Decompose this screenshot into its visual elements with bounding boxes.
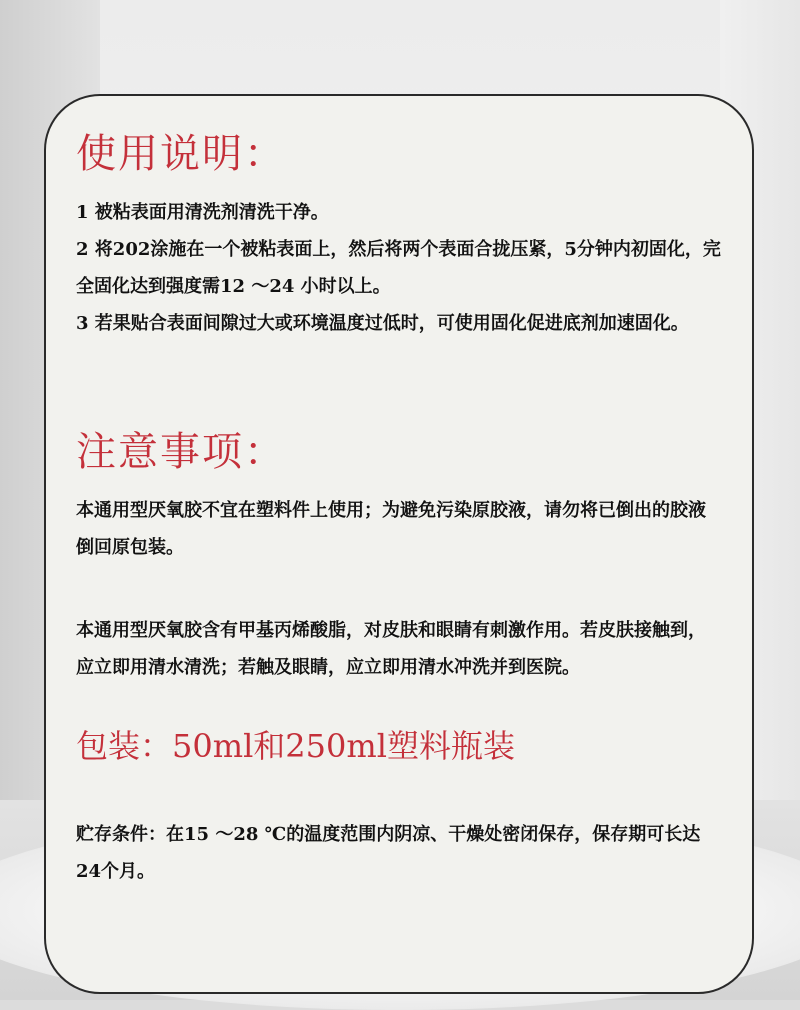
usage-step-1: 1 被粘表面用清洗剂清洗干净。 [76, 202, 329, 223]
instruction-card [44, 94, 754, 994]
storage-conditions: 贮存条件：在15 ～28 ℃的温度范围内阴凉、干燥处密闭保存，保存期可长达24个月。 [76, 823, 701, 882]
usage-step-2: 2 将202涂施在一个被粘表面上，然后将两个表面合拢压紧，5分钟内初固化，完全固化达到强度需12 ～24 小时以上。 [76, 239, 721, 297]
usage-step-3: 3 若果贴合表面间隙过大或环境温度过低时，可使用固化促进底剂加速固化。 [76, 313, 689, 334]
package-title: 包装：50ml和250ml塑料瓶装 [76, 727, 515, 765]
usage-title: 使用说明： [76, 131, 286, 177]
usage-steps [76, 194, 722, 342]
note-item-2: 本通用型厌氧胶含有甲基丙烯酸脂，对皮肤和眼睛有刺激作用。若皮肤接触到，应立即用清水清洗；若触及眼睛，应立即用清水冲洗并到医院。 [76, 620, 706, 678]
note-item-1: 本通用型厌氧胶不宜在塑料件上使用；为避免污染原胶液，请勿将已倒出的胶液倒回原包装。 [76, 500, 706, 558]
notes-title: 注意事项： [76, 429, 286, 475]
